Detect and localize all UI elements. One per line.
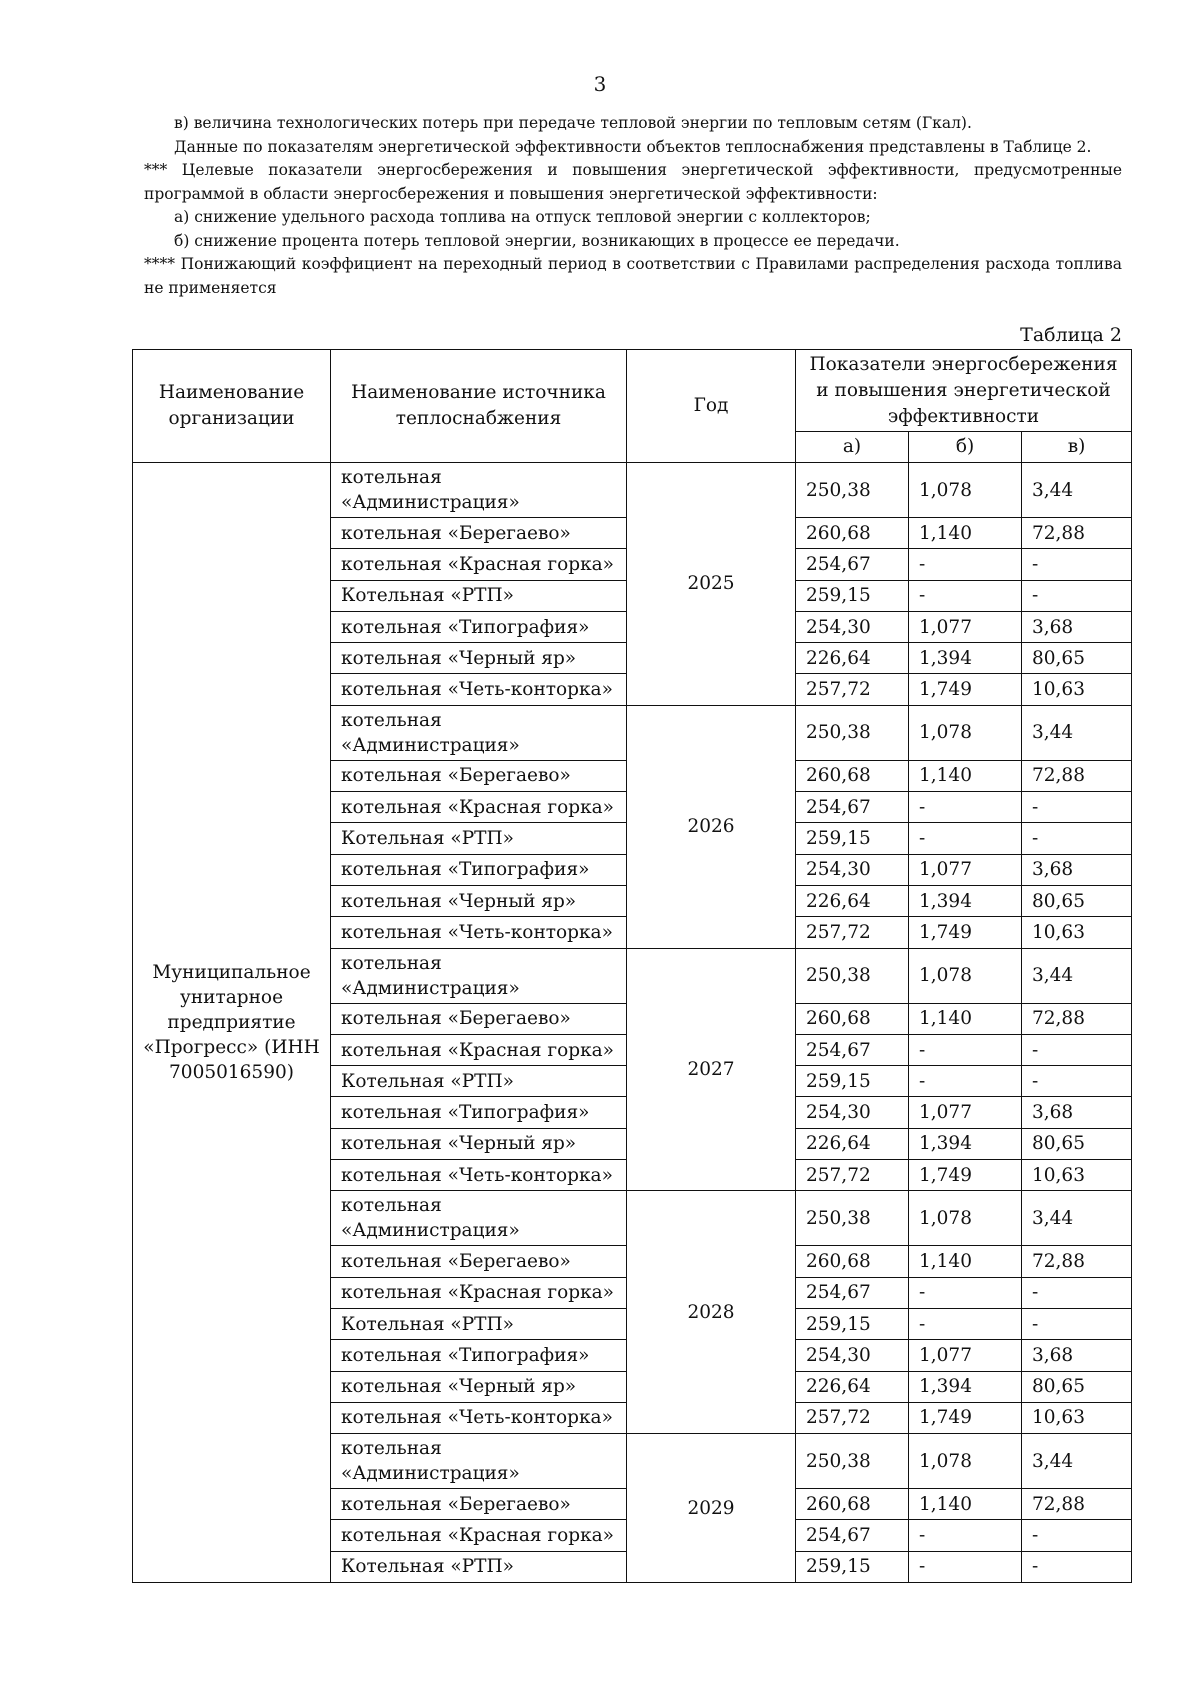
source-cell: котельная «Берегаево» xyxy=(331,518,627,549)
energy-efficiency-table xyxy=(132,349,1132,1583)
year-cell: 2026 xyxy=(627,705,796,948)
footnote-paragraph: **** Понижающий коэффициент на переходный период в соответствии с Правилами распределения расхода топлива не применяется xyxy=(144,255,1122,297)
value-cell-c: 72,88 xyxy=(1022,1489,1132,1520)
source-cell: котельная «Типография» xyxy=(331,611,627,642)
value-cell-a: 250,38 xyxy=(796,463,909,518)
value-cell-a: 254,30 xyxy=(796,611,909,642)
value-cell-a: 226,64 xyxy=(796,643,909,674)
value-cell-b: - xyxy=(909,1308,1022,1339)
value-cell-a: 226,64 xyxy=(796,885,909,916)
source-cell: котельная «Администрация» xyxy=(331,463,627,518)
header-col-a: а) xyxy=(796,432,909,463)
value-cell-a: 257,72 xyxy=(796,1402,909,1433)
value-cell-c: 3,44 xyxy=(1022,1191,1132,1246)
source-cell: котельная «Черный яр» xyxy=(331,1128,627,1159)
value-cell-b: 1,749 xyxy=(909,1160,1022,1191)
header-col-c: в) xyxy=(1022,432,1132,463)
header-source: Наименование источника теплоснабжения xyxy=(331,350,627,463)
intro-paragraph: в) величина технологических потерь при передаче тепловой энергии по тепловым сетям (Гкал). xyxy=(174,114,972,132)
value-cell-c: 72,88 xyxy=(1022,518,1132,549)
value-cell-a: 250,38 xyxy=(796,705,909,760)
source-cell: котельная «Красная горка» xyxy=(331,1520,627,1551)
source-cell: котельная «Черный яр» xyxy=(331,643,627,674)
value-cell-c: - xyxy=(1022,1034,1132,1065)
value-cell-b: 1,078 xyxy=(909,463,1022,518)
source-cell: котельная «Берегаево» xyxy=(331,1489,627,1520)
value-cell-a: 259,15 xyxy=(796,1551,909,1582)
source-cell: котельная «Четь-конторка» xyxy=(331,674,627,705)
value-cell-a: 260,68 xyxy=(796,1003,909,1034)
value-cell-b: - xyxy=(909,792,1022,823)
value-cell-a: 254,67 xyxy=(796,792,909,823)
value-cell-a: 259,15 xyxy=(796,580,909,611)
value-cell-c: 3,44 xyxy=(1022,463,1132,518)
value-cell-b: 1,140 xyxy=(909,1003,1022,1034)
value-cell-a: 254,67 xyxy=(796,1277,909,1308)
footnote-paragraph: *** Целевые показатели энергосбережения и повышения энергетической эффективности, предусмотренные программой в области энергосбережения и повышения энергетической эффективности: xyxy=(144,161,1122,203)
value-cell-c: - xyxy=(1022,792,1132,823)
value-cell-b: 1,078 xyxy=(909,705,1022,760)
header-year: Год xyxy=(627,350,796,463)
list-item-b: б) снижение процента потерь тепловой энергии, возникающих в процессе ее передачи. xyxy=(174,231,900,250)
source-cell: Котельная «РТП» xyxy=(331,1066,627,1097)
table-body xyxy=(133,463,1132,1583)
value-cell-c: 10,63 xyxy=(1022,1160,1132,1191)
value-cell-b: 1,078 xyxy=(909,1191,1022,1246)
value-cell-b: 1,077 xyxy=(909,1340,1022,1371)
value-cell-c: - xyxy=(1022,1551,1132,1582)
source-cell: котельная «Красная горка» xyxy=(331,1034,627,1065)
value-cell-a: 226,64 xyxy=(796,1128,909,1159)
value-cell-a: 260,68 xyxy=(796,1489,909,1520)
value-cell-c: 10,63 xyxy=(1022,674,1132,705)
source-cell: котельная «Четь-конторка» xyxy=(331,1402,627,1433)
year-cell: 2028 xyxy=(627,1191,796,1434)
value-cell-b: 1,140 xyxy=(909,518,1022,549)
source-cell: Котельная «РТП» xyxy=(331,580,627,611)
value-cell-c: - xyxy=(1022,1308,1132,1339)
source-cell: котельная «Администрация» xyxy=(331,1434,627,1489)
value-cell-b: 1,140 xyxy=(909,760,1022,791)
value-cell-b: - xyxy=(909,1277,1022,1308)
value-cell-c: 3,44 xyxy=(1022,705,1132,760)
value-cell-a: 254,30 xyxy=(796,854,909,885)
value-cell-c: - xyxy=(1022,1520,1132,1551)
value-cell-b: 1,077 xyxy=(909,1097,1022,1128)
value-cell-b: - xyxy=(909,823,1022,854)
value-cell-c: 72,88 xyxy=(1022,1003,1132,1034)
source-cell: котельная «Берегаево» xyxy=(331,760,627,791)
value-cell-b: 1,077 xyxy=(909,854,1022,885)
value-cell-c: 10,63 xyxy=(1022,917,1132,948)
source-cell: котельная «Красная горка» xyxy=(331,549,627,580)
source-cell: котельная «Администрация» xyxy=(331,1191,627,1246)
value-cell-a: 257,72 xyxy=(796,674,909,705)
value-cell-b: 1,749 xyxy=(909,674,1022,705)
value-cell-a: 254,67 xyxy=(796,549,909,580)
year-cell: 2025 xyxy=(627,463,796,706)
source-cell: котельная «Черный яр» xyxy=(331,1371,627,1402)
source-cell: котельная «Администрация» xyxy=(331,705,627,760)
table-row xyxy=(133,463,1132,518)
year-cell: 2029 xyxy=(627,1434,796,1583)
value-cell-c: 3,68 xyxy=(1022,611,1132,642)
value-cell-a: 259,15 xyxy=(796,1308,909,1339)
value-cell-c: 80,65 xyxy=(1022,1128,1132,1159)
source-cell: котельная «Берегаево» xyxy=(331,1003,627,1034)
value-cell-c: 3,44 xyxy=(1022,1434,1132,1489)
value-cell-b: 1,394 xyxy=(909,1371,1022,1402)
year-cell: 2027 xyxy=(627,948,796,1191)
value-cell-a: 254,67 xyxy=(796,1520,909,1551)
value-cell-b: - xyxy=(909,1551,1022,1582)
header-org: Наименование организации xyxy=(133,350,331,463)
source-cell: котельная «Красная горка» xyxy=(331,1277,627,1308)
value-cell-c: - xyxy=(1022,823,1132,854)
value-cell-a: 260,68 xyxy=(796,760,909,791)
value-cell-a: 254,30 xyxy=(796,1097,909,1128)
source-cell: котельная «Типография» xyxy=(331,1097,627,1128)
source-cell: котельная «Типография» xyxy=(331,1340,627,1371)
source-cell: Котельная «РТП» xyxy=(331,1308,627,1339)
source-cell: котельная «Берегаево» xyxy=(331,1246,627,1277)
value-cell-a: 260,68 xyxy=(796,1246,909,1277)
source-cell: котельная «Четь-конторка» xyxy=(331,1160,627,1191)
value-cell-c: 72,88 xyxy=(1022,1246,1132,1277)
value-cell-b: 1,078 xyxy=(909,1434,1022,1489)
intro-text xyxy=(144,112,1122,300)
list-item-a: а) снижение удельного расхода топлива на отпуск тепловой энергии с коллекторов; xyxy=(174,208,871,226)
value-cell-b: 1,140 xyxy=(909,1246,1022,1277)
table-caption: Таблица 2 xyxy=(1020,324,1122,346)
value-cell-a: 259,15 xyxy=(796,823,909,854)
value-cell-a: 257,72 xyxy=(796,917,909,948)
value-cell-a: 250,38 xyxy=(796,948,909,1003)
header-indicators: Показатели энергосбережения и повышения энергетической эффективности xyxy=(796,350,1132,432)
value-cell-c: 3,68 xyxy=(1022,1097,1132,1128)
value-cell-b: 1,077 xyxy=(909,611,1022,642)
value-cell-b: - xyxy=(909,1034,1022,1065)
value-cell-c: 80,65 xyxy=(1022,643,1132,674)
value-cell-c: - xyxy=(1022,1277,1132,1308)
source-cell: котельная «Типография» xyxy=(331,854,627,885)
organization-cell: Муниципальное унитарное предприятие «Прогресс» (ИНН 7005016590) xyxy=(133,463,331,1583)
value-cell-a: 250,38 xyxy=(796,1191,909,1246)
source-cell: котельная «Черный яр» xyxy=(331,885,627,916)
value-cell-c: 80,65 xyxy=(1022,885,1132,916)
value-cell-c: 3,44 xyxy=(1022,948,1132,1003)
value-cell-a: 260,68 xyxy=(796,518,909,549)
value-cell-a: 254,67 xyxy=(796,1034,909,1065)
value-cell-c: - xyxy=(1022,1066,1132,1097)
value-cell-c: - xyxy=(1022,549,1132,580)
value-cell-c: 3,68 xyxy=(1022,1340,1132,1371)
value-cell-b: 1,749 xyxy=(909,1402,1022,1433)
source-cell: котельная «Красная горка» xyxy=(331,792,627,823)
value-cell-a: 226,64 xyxy=(796,1371,909,1402)
header-col-b: б) xyxy=(909,432,1022,463)
value-cell-b: - xyxy=(909,1520,1022,1551)
value-cell-c: - xyxy=(1022,580,1132,611)
value-cell-a: 257,72 xyxy=(796,1160,909,1191)
value-cell-c: 10,63 xyxy=(1022,1402,1132,1433)
value-cell-b: - xyxy=(909,580,1022,611)
value-cell-b: 1,140 xyxy=(909,1489,1022,1520)
value-cell-b: 1,078 xyxy=(909,948,1022,1003)
value-cell-b: - xyxy=(909,1066,1022,1097)
source-cell: Котельная «РТП» xyxy=(331,1551,627,1582)
value-cell-c: 80,65 xyxy=(1022,1371,1132,1402)
value-cell-b: 1,394 xyxy=(909,643,1022,674)
value-cell-a: 250,38 xyxy=(796,1434,909,1489)
value-cell-b: - xyxy=(909,549,1022,580)
source-cell: котельная «Администрация» xyxy=(331,948,627,1003)
value-cell-c: 72,88 xyxy=(1022,760,1132,791)
value-cell-b: 1,749 xyxy=(909,917,1022,948)
page-number: 3 xyxy=(593,72,607,96)
value-cell-b: 1,394 xyxy=(909,885,1022,916)
intro-paragraph: Данные по показателям энергетической эффективности объектов теплоснабжения представлены в Таблице 2. xyxy=(174,137,1092,156)
value-cell-a: 254,30 xyxy=(796,1340,909,1371)
value-cell-c: 3,68 xyxy=(1022,854,1132,885)
source-cell: котельная «Четь-конторка» xyxy=(331,917,627,948)
source-cell: Котельная «РТП» xyxy=(331,823,627,854)
value-cell-a: 259,15 xyxy=(796,1066,909,1097)
value-cell-b: 1,394 xyxy=(909,1128,1022,1159)
